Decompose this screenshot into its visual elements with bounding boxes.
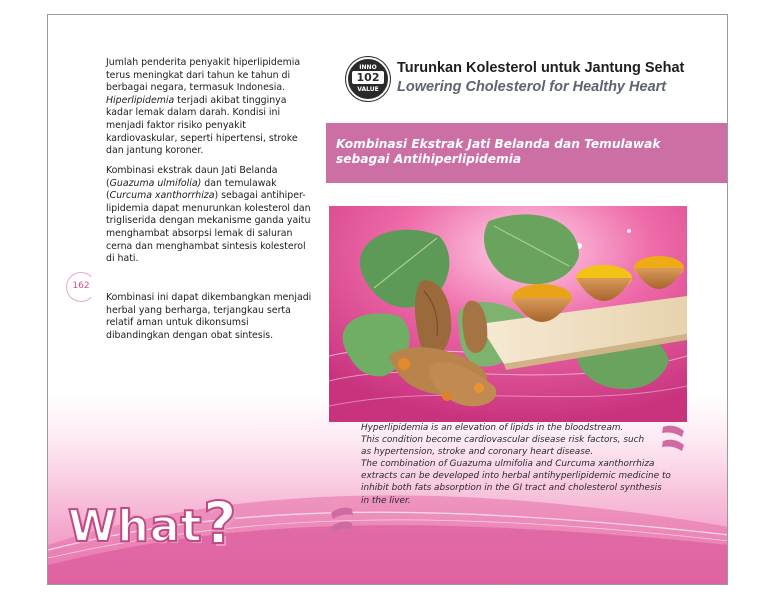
product-photo: [329, 206, 687, 422]
opening-quote-icon: [327, 505, 355, 537]
badge-bottom-text: VALUE: [357, 86, 379, 93]
banner-text: Kombinasi Ekstrak Jati Belanda dan Temulawak sebagai Antihiperlipidemia: [336, 137, 661, 166]
page-title-indonesian: Turunkan Kolesterol untuk Jantung Sehat: [397, 60, 685, 76]
page-title-english: Lowering Cholesterol for Healthy Heart: [397, 79, 667, 95]
intro-paragraph: Jumlah penderita penyakit hiperlipidemia terus meningkat dari tahun ke tahun di berbagai negara, termasuk Indonesia. Hiperlipidemia terjadi akibat tingginya kadar lemak dalam darah. Kondisi ini menjadi faktor risiko penyakit kardiovaskular, seperti hipertensi, stroke dan jantung koroner.: [106, 57, 301, 157]
badge-number: 102: [352, 71, 384, 84]
innovation-badge-icon: [346, 57, 390, 101]
subtitle-banner: [326, 123, 728, 183]
question-mark-icon: ?: [203, 489, 237, 557]
combination-paragraph: Kombinasi ekstrak daun Jati Belanda (Guazuma ulmifolia) dan temulawak (Curcuma xanthorrhiza) sebagai antihiper-lipidemia dapat menurunkan kolesterol dan trigliserida dengan mekanisme ganda yaitu menghambat absorpsi lemak di saluran cerna dan menghambat sintesis kolesterol di hati.: [106, 165, 311, 265]
document-page: [47, 14, 728, 585]
what-heading: What: [68, 501, 203, 552]
closing-quote-icon: [660, 423, 688, 455]
page-number: 162: [72, 281, 90, 291]
english-caption: Hyperlipidemia is an elevation of lipids in the bloodstream. This condition become cardiovascular disease risk factors, such as hypertension, stroke and coronary heart disease. The combination of Guazuma ulmifolia and Curcuma xanthorrhiza extracts can be developed into herbal antihyperlipidemic medicine to inhibit both fats absorption in the GI tract and cholesterol synthesis in the liver.: [361, 423, 671, 506]
conclusion-paragraph: Kombinasi ini dapat dikembangkan menjadi herbal yang berharga, terjangkau serta relatif aman untuk dikonsumsi dibandingkan dengan obat sintesis.: [106, 292, 312, 341]
badge-top-text: INNO: [359, 64, 377, 71]
